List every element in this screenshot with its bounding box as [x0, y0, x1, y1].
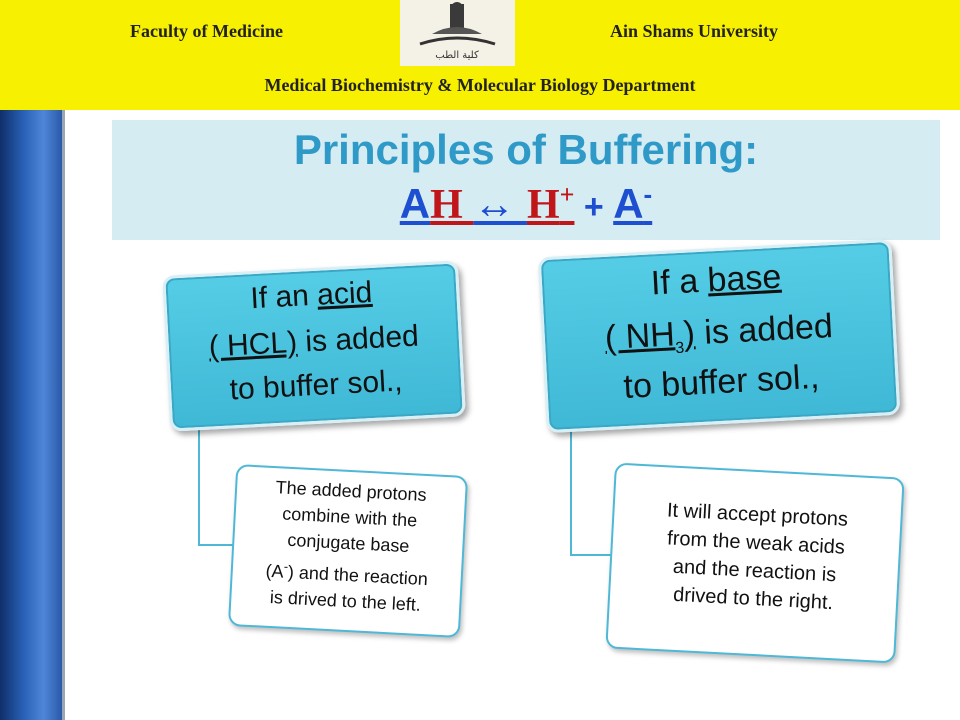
faculty-name: Faculty of Medicine: [130, 21, 283, 41]
acid-line-3: to buffer sol.,: [228, 364, 404, 407]
left-sidebar-decoration: [0, 110, 62, 720]
base-added-box: [538, 239, 901, 433]
base-connector: [570, 420, 612, 556]
buffer-equation: [112, 180, 940, 229]
university-name: Ain Shams University: [610, 21, 779, 41]
base-line-3: to buffer sol.,: [622, 357, 821, 407]
sidebar-divider: [62, 110, 65, 720]
base-result-line-3: and the reaction is: [672, 555, 837, 587]
slide-title: Principles of Buffering:: [293, 126, 759, 173]
eq-plus: +: [574, 188, 614, 226]
acid-result-line-5: is drived to the left.: [269, 586, 422, 615]
eq-a-left: A: [399, 180, 431, 227]
eq-h-right: H+: [526, 180, 575, 228]
acid-connector: [198, 420, 236, 546]
acid-result-line-1: The added protons: [275, 477, 428, 506]
eq-h-left: H: [430, 182, 474, 228]
acid-line-2: ( HCL) is added: [207, 319, 420, 364]
base-result-box: [605, 463, 904, 664]
acid-result-box: [228, 464, 468, 638]
acid-added-box: [162, 260, 466, 431]
acid-line-1: If an acid: [249, 275, 374, 316]
faculty-logo: [400, 0, 515, 66]
base-result-line-4: drived to the right.: [672, 583, 834, 615]
base-result-line-2: from the weak acids: [666, 527, 846, 559]
acid-result-line-2: combine with the: [281, 503, 418, 531]
base-result-line-1: It will accept protons: [666, 499, 849, 531]
department-name: Medical Biochemistry & Molecular Biology Department: [264, 75, 696, 95]
eq-arrow: ↔: [473, 180, 527, 227]
base-line-2: ( $NH_3$) is added: [603, 307, 834, 358]
base-line-1: If a base: [649, 257, 783, 303]
acid-result-line-3: conjugate base: [286, 529, 410, 557]
acid-result-line-4: (A-) and the reaction: [265, 558, 429, 590]
svg-text:كلية الطب: كلية الطب: [435, 50, 479, 61]
eq-a-right: A-: [613, 179, 653, 227]
